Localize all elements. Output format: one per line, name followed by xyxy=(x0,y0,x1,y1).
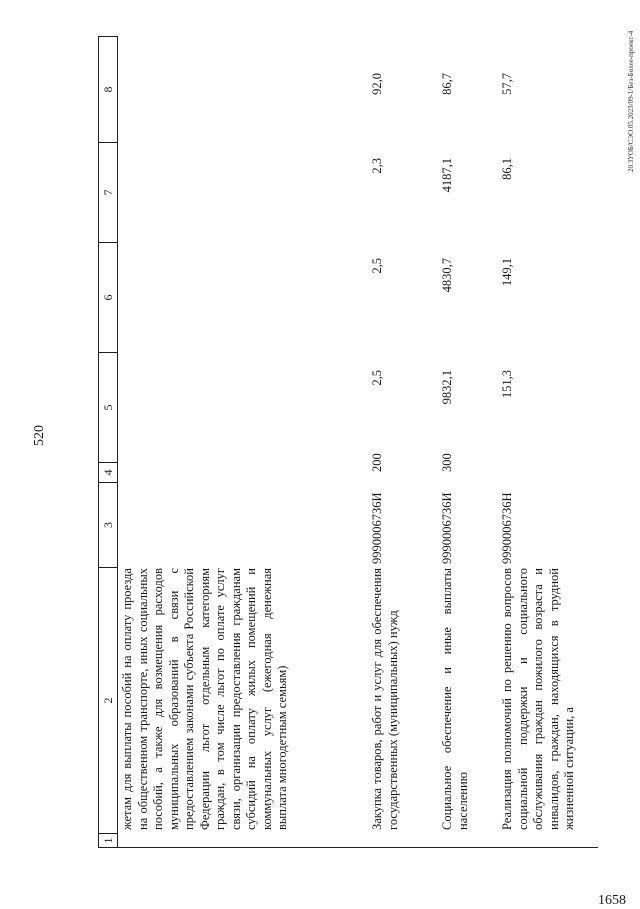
row-type: 300 xyxy=(440,453,454,472)
header-col-1: 1 xyxy=(99,833,117,847)
row-description: жетам для выплаты пособий на оплату проезда на общественном транспорте, иных социальных пособий, а также для возмещения расходов муниципальных образований в связи с предоставлением законами субъекта Российской Федерации льгот отдельным категориям граждан, в том числе льгот по оплате услуг связи, организации предоставления гражданам субсидий на оплату жилых помещений и коммунальных услуг (ежегодная денежная выплата многодетным семьям) xyxy=(120,568,289,830)
row-code: 99900067З6Н xyxy=(500,492,514,564)
budget-table xyxy=(98,36,598,848)
page-number: 520 xyxy=(32,425,47,446)
row-col7: 4187,1 xyxy=(440,158,454,193)
header-col-6: 6 xyxy=(99,242,117,352)
header-col-8: 8 xyxy=(101,86,115,93)
row-col8: 57,7 xyxy=(500,73,514,95)
row-code: 99900067З6И xyxy=(440,492,454,564)
row-description: Социальное обеспечение и иные выплаты населению xyxy=(440,568,470,830)
row-description: Закупка товаров, работ и услуг для обеспечения государственных (муниципальных) нужд xyxy=(370,568,400,830)
row-col6: 4830,7 xyxy=(440,258,454,293)
row-code: 99900067З6И xyxy=(370,492,384,564)
header-col-2: 2 xyxy=(99,567,117,833)
row-type: 200 xyxy=(370,453,384,472)
header-col-5: 5 xyxy=(99,352,117,462)
row-col8: 92,0 xyxy=(370,73,384,95)
header-col-7: 7 xyxy=(99,142,117,242)
row-col7: 2,3 xyxy=(370,158,384,174)
header-col-4: 4 xyxy=(99,462,117,482)
sheet-number: 1658 xyxy=(598,893,626,908)
document-stamp: 20.ЗУОБ/СЭО.05.2023/09-1/Без-Более-проект-4 xyxy=(627,30,635,172)
row-col8: 86,7 xyxy=(440,73,454,95)
table-left-rule xyxy=(98,847,598,848)
row-description: Реализация полномочий по решению вопросов социальной поддержки и социального обслуживания граждан пожилого возраста и инвалидов, граждан, находящихся в трудной жизненной ситуации, а xyxy=(500,568,576,830)
row-col5: 151,3 xyxy=(500,370,514,399)
row-col6: 2,5 xyxy=(370,258,384,274)
row-col6: 149,1 xyxy=(500,258,514,287)
row-col7: 86,1 xyxy=(500,158,514,180)
table-header-row xyxy=(98,36,118,848)
header-col-3: 3 xyxy=(99,482,117,567)
row-col5: 2,5 xyxy=(370,370,384,386)
row-col5: 9832,1 xyxy=(440,370,454,405)
